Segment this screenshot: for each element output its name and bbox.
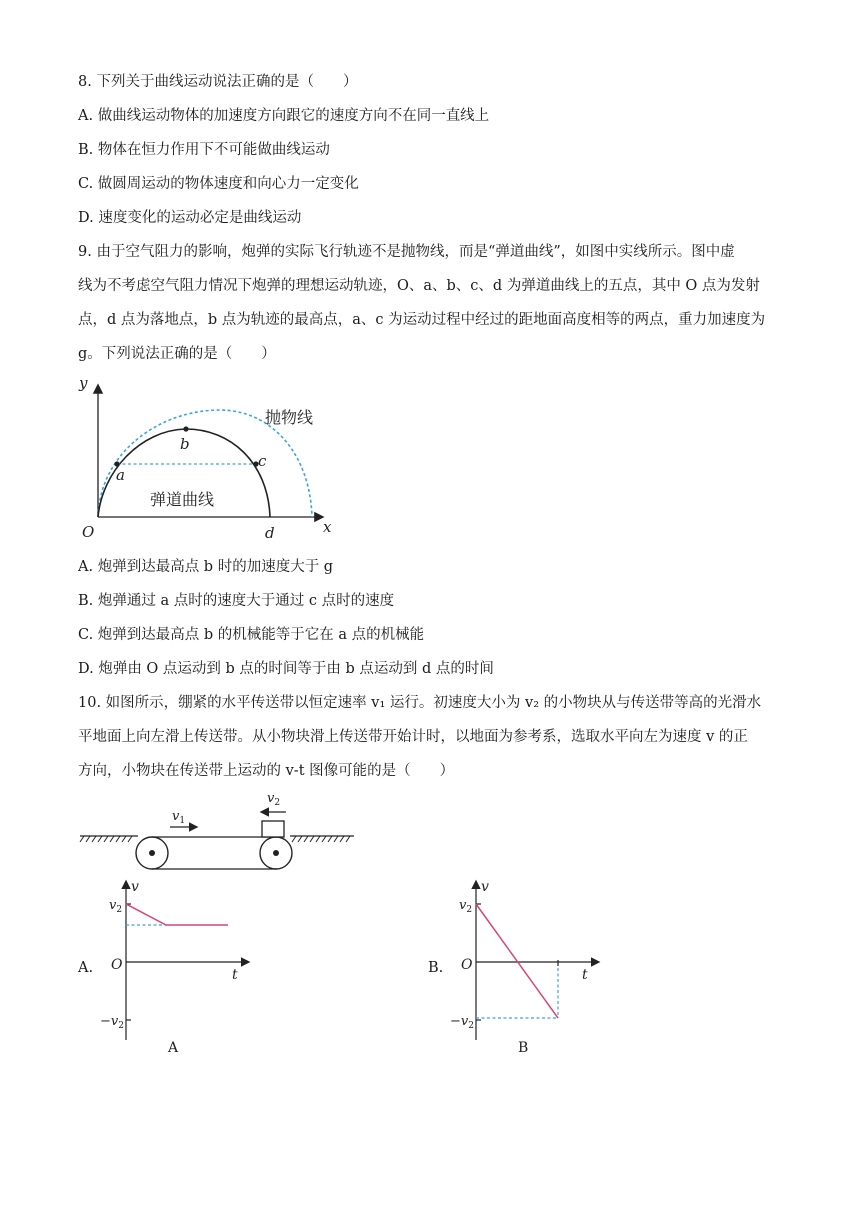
- q10-stem-line-3: 方向，小物块在传送带上运动的 v-t 图像可能的是（ ）: [78, 763, 455, 779]
- svg-text:B: B: [518, 1040, 529, 1056]
- svg-text:t: t: [232, 967, 238, 983]
- q8-option-a[interactable]: A. 做曲线运动物体的加速度方向跟它的速度方向不在同一直线上: [78, 108, 490, 124]
- q10-block: [262, 821, 284, 837]
- q9-trajectory-figure: [70, 372, 350, 552]
- q10-graph-a: [100, 876, 260, 1066]
- q9-point-c-label: c: [258, 452, 267, 470]
- q10-option-a-label[interactable]: A.: [78, 960, 94, 976]
- q10-v1-label: $v_1$: [172, 809, 186, 826]
- q10-stem-line-2: 平地面上向左滑上传送带。从小物块滑上传送带开始计时，以地面为参考系，选取水平向左为速度 v 的正: [78, 729, 748, 745]
- q9-option-d[interactable]: D. 炮弹由 O 点运动到 b 点的时间等于由 b 点运动到 d 点的时间: [78, 661, 494, 677]
- q9-stem-line-1: 9. 由于空气阻力的影响，炮弹的实际飞行轨迹不是抛物线，而是“弹道曲线”，如图中实线所示。图中虚: [78, 244, 735, 260]
- q9-point-d-label: d: [265, 524, 275, 542]
- q8-option-c[interactable]: C. 做圆周运动的物体速度和向心力一定变化: [78, 176, 359, 192]
- q10-option-b-label[interactable]: B.: [428, 960, 444, 976]
- svg-text:v2: $v_2$: [109, 898, 123, 915]
- svg-text:O: O: [111, 957, 123, 973]
- svg-text:A: A: [168, 1040, 179, 1056]
- q9-origin-label: O: [82, 523, 95, 541]
- svg-text:v: v: [131, 879, 139, 895]
- q9-point-b-label: b: [180, 435, 190, 453]
- svg-text:v2: $v_2$: [459, 898, 473, 915]
- svg-text:v: v: [481, 879, 489, 895]
- q9-ballistic-label: 弹道曲线: [150, 490, 215, 509]
- q9-option-b[interactable]: B. 炮弹通过 a 点时的速度大于通过 c 点时的速度: [78, 593, 395, 609]
- q8-option-b[interactable]: B. 物体在恒力作用下不可能做曲线运动: [78, 142, 330, 158]
- q9-stem-line-4: g。下列说法正确的是（ ）: [78, 346, 276, 362]
- svg-text:−v2: $-v_2$: [100, 1014, 124, 1031]
- q9-y-label: y: [79, 374, 88, 392]
- q9-point-a-label: a: [116, 466, 125, 484]
- svg-text:−v2: $-v_2$: [450, 1014, 474, 1031]
- q10-stem-line-1: 10. 如图所示，绷紧的水平传送带以恒定速率 v₁ 运行。初速度大小为 v₂ 的小物块从与传送带等高的光滑水: [78, 695, 762, 711]
- q10-b-vt-line: [476, 904, 558, 1018]
- q10-v2-label: $v_2$: [267, 791, 281, 808]
- q9-option-c[interactable]: C. 炮弹到达最高点 b 的机械能等于它在 a 点的机械能: [78, 627, 425, 643]
- q10-conveyor-figure: [76, 786, 366, 876]
- q10-graph-b: [450, 876, 610, 1066]
- q9-stem-line-3: 点，d 点为落地点，b 点为轨迹的最高点，a、c 为运动过程中经过的距地面高度相等的两点，重力加速度为: [78, 312, 766, 328]
- q9-stem-line-2: 线为不考虑空气阻力情况下炮弹的理想运动轨迹，O、a、b、c、d 为弹道曲线上的五点，其中 O 点为发射: [78, 278, 760, 294]
- q9-point-b-dot: [183, 426, 188, 431]
- q9-option-a[interactable]: A. 炮弹到达最高点 b 时的加速度大于 g: [78, 559, 334, 575]
- q8-option-d[interactable]: D. 速度变化的运动必定是曲线运动: [78, 210, 302, 226]
- q9-x-label: x: [323, 518, 332, 536]
- svg-text:O: O: [461, 957, 473, 973]
- svg-text:t: t: [582, 967, 588, 983]
- q8-stem: 8. 下列关于曲线运动说法正确的是（ ）: [78, 74, 358, 90]
- q9-parabola-label: 抛物线: [265, 408, 314, 427]
- q10-a-vt-line: [126, 904, 228, 925]
